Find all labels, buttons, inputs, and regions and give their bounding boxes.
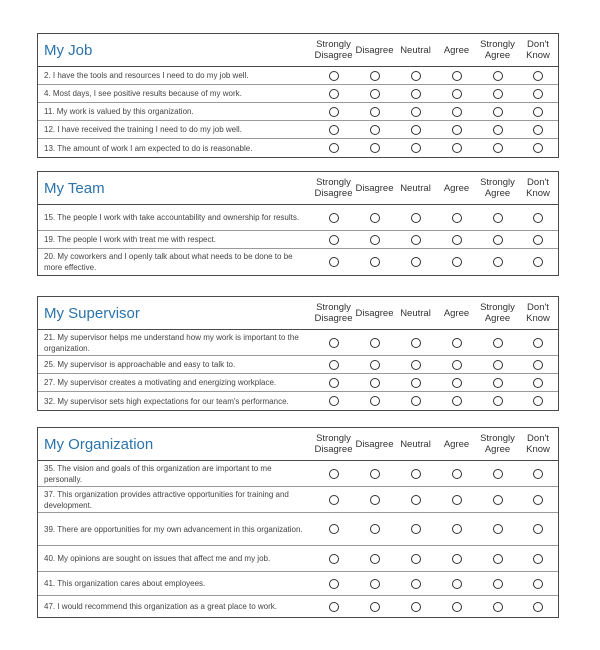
- radio-neutral[interactable]: [411, 524, 421, 534]
- radio-strongly-agree[interactable]: [493, 602, 503, 612]
- col-neutral: Neutral: [400, 44, 431, 56]
- question-row: [38, 596, 558, 617]
- radio-neutral[interactable]: [411, 107, 421, 117]
- radio-agree[interactable]: [452, 235, 462, 245]
- question-text: 41. This organization cares about employees.: [44, 579, 206, 588]
- radio-dont-know[interactable]: [533, 378, 543, 388]
- radio-strongly-agree[interactable]: [493, 107, 503, 117]
- radio-strongly-agree[interactable]: [493, 579, 503, 589]
- radio-agree[interactable]: [452, 524, 462, 534]
- radio-strongly-agree[interactable]: [493, 235, 503, 245]
- question-text: 2. I have the tools and resources I need to do my job well.: [44, 71, 249, 80]
- radio-strongly-disagree[interactable]: [329, 360, 339, 370]
- question-row: [38, 374, 558, 392]
- radio-neutral[interactable]: [411, 469, 421, 479]
- radio-neutral[interactable]: [411, 125, 421, 135]
- col-strongly-disagree: Strongly Disagree: [314, 39, 353, 61]
- radio-dont-know[interactable]: [533, 524, 543, 534]
- col-strongly-agree: Strongly Agree: [480, 433, 515, 455]
- radio-disagree[interactable]: [370, 396, 380, 406]
- question-row: [38, 205, 558, 231]
- question-row: [38, 513, 558, 546]
- radio-disagree[interactable]: [370, 125, 380, 135]
- col-disagree: Disagree: [355, 438, 394, 450]
- radio-agree[interactable]: [452, 338, 462, 348]
- question-row: [38, 139, 558, 157]
- radio-agree[interactable]: [452, 107, 462, 117]
- radio-neutral[interactable]: [411, 554, 421, 564]
- section-my-supervisor: [37, 296, 559, 411]
- section-title: My Team: [44, 179, 105, 197]
- radio-disagree[interactable]: [370, 89, 380, 99]
- radio-strongly-disagree[interactable]: [329, 125, 339, 135]
- section-header: [38, 172, 558, 205]
- radio-dont-know[interactable]: [533, 257, 543, 267]
- radio-strongly-agree[interactable]: [493, 469, 503, 479]
- radio-strongly-disagree[interactable]: [329, 378, 339, 388]
- radio-agree[interactable]: [452, 89, 462, 99]
- question-text: 25. My supervisor is approachable and easy to talk to.: [44, 360, 236, 369]
- question-row: [38, 330, 558, 356]
- col-neutral: Neutral: [400, 438, 431, 450]
- radio-disagree[interactable]: [370, 360, 380, 370]
- radio-neutral[interactable]: [411, 495, 421, 505]
- question-row: [38, 487, 558, 513]
- radio-strongly-disagree[interactable]: [329, 396, 339, 406]
- question-row: [38, 461, 558, 487]
- radio-dont-know[interactable]: [533, 89, 543, 99]
- col-disagree: Disagree: [355, 182, 394, 194]
- radio-dont-know[interactable]: [533, 235, 543, 245]
- radio-strongly-agree[interactable]: [493, 524, 503, 534]
- radio-strongly-disagree[interactable]: [329, 579, 339, 589]
- question-row: [38, 231, 558, 249]
- radio-agree[interactable]: [452, 360, 462, 370]
- col-neutral: Neutral: [400, 307, 431, 319]
- radio-dont-know[interactable]: [533, 107, 543, 117]
- question-text: 32. My supervisor sets high expectations for our team's performance.: [44, 396, 289, 406]
- radio-agree[interactable]: [452, 602, 462, 612]
- radio-agree[interactable]: [452, 396, 462, 406]
- radio-disagree[interactable]: [370, 71, 380, 81]
- radio-agree[interactable]: [452, 125, 462, 135]
- question-text: 15. The people I work with take accountability and ownership for results.: [44, 213, 300, 222]
- radio-disagree[interactable]: [370, 524, 380, 534]
- col-strongly-disagree: Strongly Disagree: [314, 302, 353, 324]
- col-dont-know: Don't Know: [526, 177, 550, 199]
- radio-strongly-agree[interactable]: [493, 257, 503, 267]
- radio-dont-know[interactable]: [533, 71, 543, 81]
- radio-disagree[interactable]: [370, 338, 380, 348]
- col-dont-know: Don't Know: [526, 302, 550, 324]
- radio-disagree[interactable]: [370, 554, 380, 564]
- radio-dont-know[interactable]: [533, 554, 543, 564]
- radio-dont-know[interactable]: [533, 360, 543, 370]
- radio-strongly-agree[interactable]: [493, 125, 503, 135]
- section-header: [38, 428, 558, 461]
- question-row: [38, 103, 558, 121]
- question-text: 13. The amount of work I am expected to do is reasonable.: [44, 143, 253, 153]
- section-header: [38, 34, 558, 67]
- radio-strongly-agree[interactable]: [493, 360, 503, 370]
- radio-disagree[interactable]: [370, 469, 380, 479]
- radio-agree[interactable]: [452, 378, 462, 388]
- section-my-team: [37, 171, 559, 276]
- radio-dont-know[interactable]: [533, 125, 543, 135]
- radio-strongly-disagree[interactable]: [329, 554, 339, 564]
- radio-strongly-disagree[interactable]: [329, 495, 339, 505]
- question-text: 39. There are opportunities for my own advancement in this organization.: [44, 524, 303, 534]
- question-text: 27. My supervisor creates a motivating and energizing workplace.: [44, 378, 277, 387]
- radio-disagree[interactable]: [370, 579, 380, 589]
- radio-dont-know[interactable]: [533, 602, 543, 612]
- radio-agree[interactable]: [452, 579, 462, 589]
- radio-strongly-agree[interactable]: [493, 213, 503, 223]
- question-row: [38, 121, 558, 139]
- radio-neutral[interactable]: [411, 396, 421, 406]
- radio-strongly-disagree[interactable]: [329, 107, 339, 117]
- radio-disagree[interactable]: [370, 235, 380, 245]
- col-disagree: Disagree: [355, 307, 394, 319]
- col-strongly-disagree: Strongly Disagree: [314, 177, 353, 199]
- radio-disagree[interactable]: [370, 378, 380, 388]
- radio-strongly-disagree[interactable]: [329, 89, 339, 99]
- question-row: [38, 546, 558, 572]
- col-agree: Agree: [443, 307, 470, 319]
- question-row: [38, 392, 558, 410]
- section-title: My Job: [44, 41, 93, 59]
- radio-strongly-disagree[interactable]: [329, 257, 339, 267]
- radio-neutral[interactable]: [411, 89, 421, 99]
- radio-strongly-disagree[interactable]: [329, 602, 339, 612]
- section-my-organization: [37, 427, 559, 618]
- section-header: [38, 297, 558, 330]
- radio-neutral[interactable]: [411, 579, 421, 589]
- radio-strongly-agree[interactable]: [493, 71, 503, 81]
- radio-dont-know[interactable]: [533, 469, 543, 479]
- radio-strongly-agree[interactable]: [493, 495, 503, 505]
- radio-neutral[interactable]: [411, 378, 421, 388]
- radio-agree[interactable]: [452, 469, 462, 479]
- radio-disagree[interactable]: [370, 213, 380, 223]
- radio-dont-know[interactable]: [533, 495, 543, 505]
- col-dont-know: Don't Know: [526, 39, 550, 61]
- radio-strongly-agree[interactable]: [493, 143, 503, 153]
- question-row: [38, 572, 558, 596]
- radio-neutral[interactable]: [411, 71, 421, 81]
- radio-disagree[interactable]: [370, 495, 380, 505]
- radio-strongly-agree[interactable]: [493, 89, 503, 99]
- radio-strongly-disagree[interactable]: [329, 143, 339, 153]
- section-title: My Organization: [44, 435, 154, 453]
- radio-agree[interactable]: [452, 495, 462, 505]
- question-text: 40. My opinions are sought on issues that affect me and my job.: [44, 554, 271, 563]
- radio-neutral[interactable]: [411, 213, 421, 223]
- radio-strongly-agree[interactable]: [493, 554, 503, 564]
- col-agree: Agree: [443, 438, 470, 450]
- col-strongly-agree: Strongly Agree: [480, 302, 515, 324]
- question-text: 11. My work is valued by this organization.: [44, 107, 194, 116]
- radio-strongly-disagree[interactable]: [329, 469, 339, 479]
- radio-agree[interactable]: [452, 71, 462, 81]
- radio-dont-know[interactable]: [533, 143, 543, 153]
- question-row: [38, 356, 558, 374]
- question-row: [38, 67, 558, 85]
- radio-agree[interactable]: [452, 213, 462, 223]
- radio-dont-know[interactable]: [533, 579, 543, 589]
- question-row: [38, 85, 558, 103]
- radio-neutral[interactable]: [411, 235, 421, 245]
- question-text: 37. This organization provides attractive opportunities for training and development.: [44, 489, 289, 510]
- col-strongly-disagree: Strongly Disagree: [314, 433, 353, 455]
- radio-disagree[interactable]: [370, 257, 380, 267]
- question-text: 20. My coworkers and I openly talk about what needs to be done to be more effective.: [44, 252, 293, 272]
- section-my-job: [37, 33, 559, 158]
- radio-neutral[interactable]: [411, 338, 421, 348]
- radio-agree[interactable]: [452, 143, 462, 153]
- col-agree: Agree: [443, 44, 470, 56]
- col-neutral: Neutral: [400, 182, 431, 194]
- radio-strongly-disagree[interactable]: [329, 338, 339, 348]
- radio-disagree[interactable]: [370, 602, 380, 612]
- radio-strongly-agree[interactable]: [493, 396, 503, 406]
- radio-strongly-agree[interactable]: [493, 338, 503, 348]
- col-strongly-agree: Strongly Agree: [480, 177, 515, 199]
- radio-disagree[interactable]: [370, 143, 380, 153]
- radio-strongly-disagree[interactable]: [329, 235, 339, 245]
- col-dont-know: Don't Know: [526, 433, 550, 455]
- question-text: 19. The people I work with treat me with respect.: [44, 235, 216, 244]
- question-text: 21. My supervisor helps me understand how my work is important to the organization.: [44, 332, 299, 353]
- question-row: [38, 249, 558, 275]
- radio-strongly-disagree[interactable]: [329, 213, 339, 223]
- radio-strongly-disagree[interactable]: [329, 524, 339, 534]
- radio-strongly-disagree[interactable]: [329, 71, 339, 81]
- radio-agree[interactable]: [452, 554, 462, 564]
- question-text: 35. The vision and goals of this organization are important to me personally.: [44, 463, 272, 484]
- col-agree: Agree: [443, 182, 470, 194]
- question-text: 4. Most days, I see positive results because of my work.: [44, 89, 242, 98]
- radio-dont-know[interactable]: [533, 213, 543, 223]
- radio-dont-know[interactable]: [533, 396, 543, 406]
- radio-agree[interactable]: [452, 257, 462, 267]
- radio-disagree[interactable]: [370, 107, 380, 117]
- section-title: My Supervisor: [44, 304, 140, 322]
- col-strongly-agree: Strongly Agree: [480, 39, 515, 61]
- question-text: 12. I have received the training I need to do my job well.: [44, 125, 242, 134]
- radio-dont-know[interactable]: [533, 338, 543, 348]
- col-disagree: Disagree: [355, 44, 394, 56]
- radio-neutral[interactable]: [411, 143, 421, 153]
- radio-neutral[interactable]: [411, 360, 421, 370]
- radio-neutral[interactable]: [411, 257, 421, 267]
- question-text: 47. I would recommend this organization as a great place to work.: [44, 602, 278, 611]
- radio-neutral[interactable]: [411, 602, 421, 612]
- radio-strongly-agree[interactable]: [493, 378, 503, 388]
